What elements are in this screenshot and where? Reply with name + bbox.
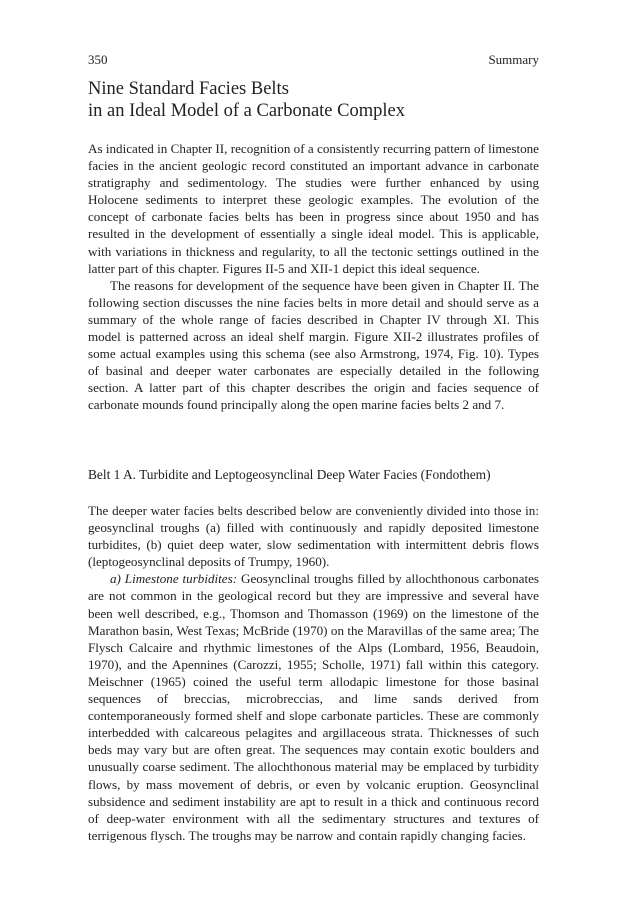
intro-paragraph-1: As indicated in Chapter II, recognition of a consistently recurring pattern of limestone facies in the ancient geologic record constituted an important advance in carbonate stratigraphy and sedimentology. The studies were further enhanced by using Holocene sediments to interpret these geologic examples. The evolution of the concept of carbonate facies belts has been in progress since about 1950 and has resulted in the development of essentially a single ideal model. This is applicable, with variations in thickness and regularity, to all the tectonic settings outlined in the latter part of this chapter. Figures II-5 and XII-1 depict this ideal sequence. (88, 141, 539, 276)
chapter-section-title (88, 78, 539, 122)
intro-text (88, 140, 539, 414)
belt-1a-paragraph-2 (88, 570, 539, 844)
belt-1a-text (88, 502, 539, 844)
title-line-1: Nine Standard Facies Belts (88, 79, 289, 99)
belt-1a-heading: Belt 1 A. Turbidite and Leptogeosynclinal Deep Water Facies (Fondothem) (88, 467, 491, 482)
limestone-turbidites-label: a) Limestone turbidites: (110, 571, 238, 587)
title-line-2: in an Ideal Model of a Carbonate Complex (88, 101, 405, 121)
intro-paragraph-2: The reasons for development of the sequence have been given in Chapter II. The following section discusses the nine facies belts in more detail and should serve as a summary of the whole range of facies described in Chapter IV through XI. This model is patterned across an ideal shelf margin. Figure XII-2 illustrates profiles of some actual examples using this schema (see also Armstrong, 1974, Fig. 10). Types of basinal and deeper water carbonates are especially detailed in the following section. A latter part of this chapter describes the origin and facies sequence of carbonate mounds found principally along the open marine facies belts 2 and 7. (88, 277, 539, 413)
belt-1a-paragraph-2-text: Geosynclinal troughs filled by allochthonous carbonates are not common in the geological record but they are impressive and several have been well described, e.g., Thomson and Thomasson (1969) on the limestone of the Marathon basin, West Texas; McBride (1970) on the Maravillas of the same area; The Flysch Calcaire and rhythmic limestones of the Alps (Lombard, 1956, Beaudoin, 1970), and the Apennines (Carozzi, 1955; Scholle, 1971) fall within this category. Meischner (1965) coined the useful term allodapic limestone for those basinal sequences of breccias, microbreccias, and lime sands derived from contemporaneously formed shelf and slope carbonate particles. These are commonly interbedded with calcareous pelagites and argillaceous strata. Thicknesses of such beds may vary but are often great. The sequences may contain exotic boulders and unusually coarse sediment. The allochthonous material may be emplaced by turbidity flows, by mass movement of debris, or even by volcanic eruption. Geosynclinal subsidence and sediment instability are apt to result in a thick and continuous record of deep-water environment with all the sedimentary structures and textures of terrigenous flysch. The troughs may be narrow and contain rapidly changing facies. (88, 571, 539, 843)
section-title: Summary (488, 52, 539, 67)
belt-1a-paragraph-1: The deeper water facies belts described below are conveniently divided into those in: geosynclinal troughs (a) filled with continuously and rapidly deposited limestone turbidites, (b) quiet deep water, slow sedimentation with intermittent debris flows (leptogeosynclinal deposits of Trumpy, 1960). (88, 503, 539, 570)
page-number: 350 (88, 52, 108, 67)
